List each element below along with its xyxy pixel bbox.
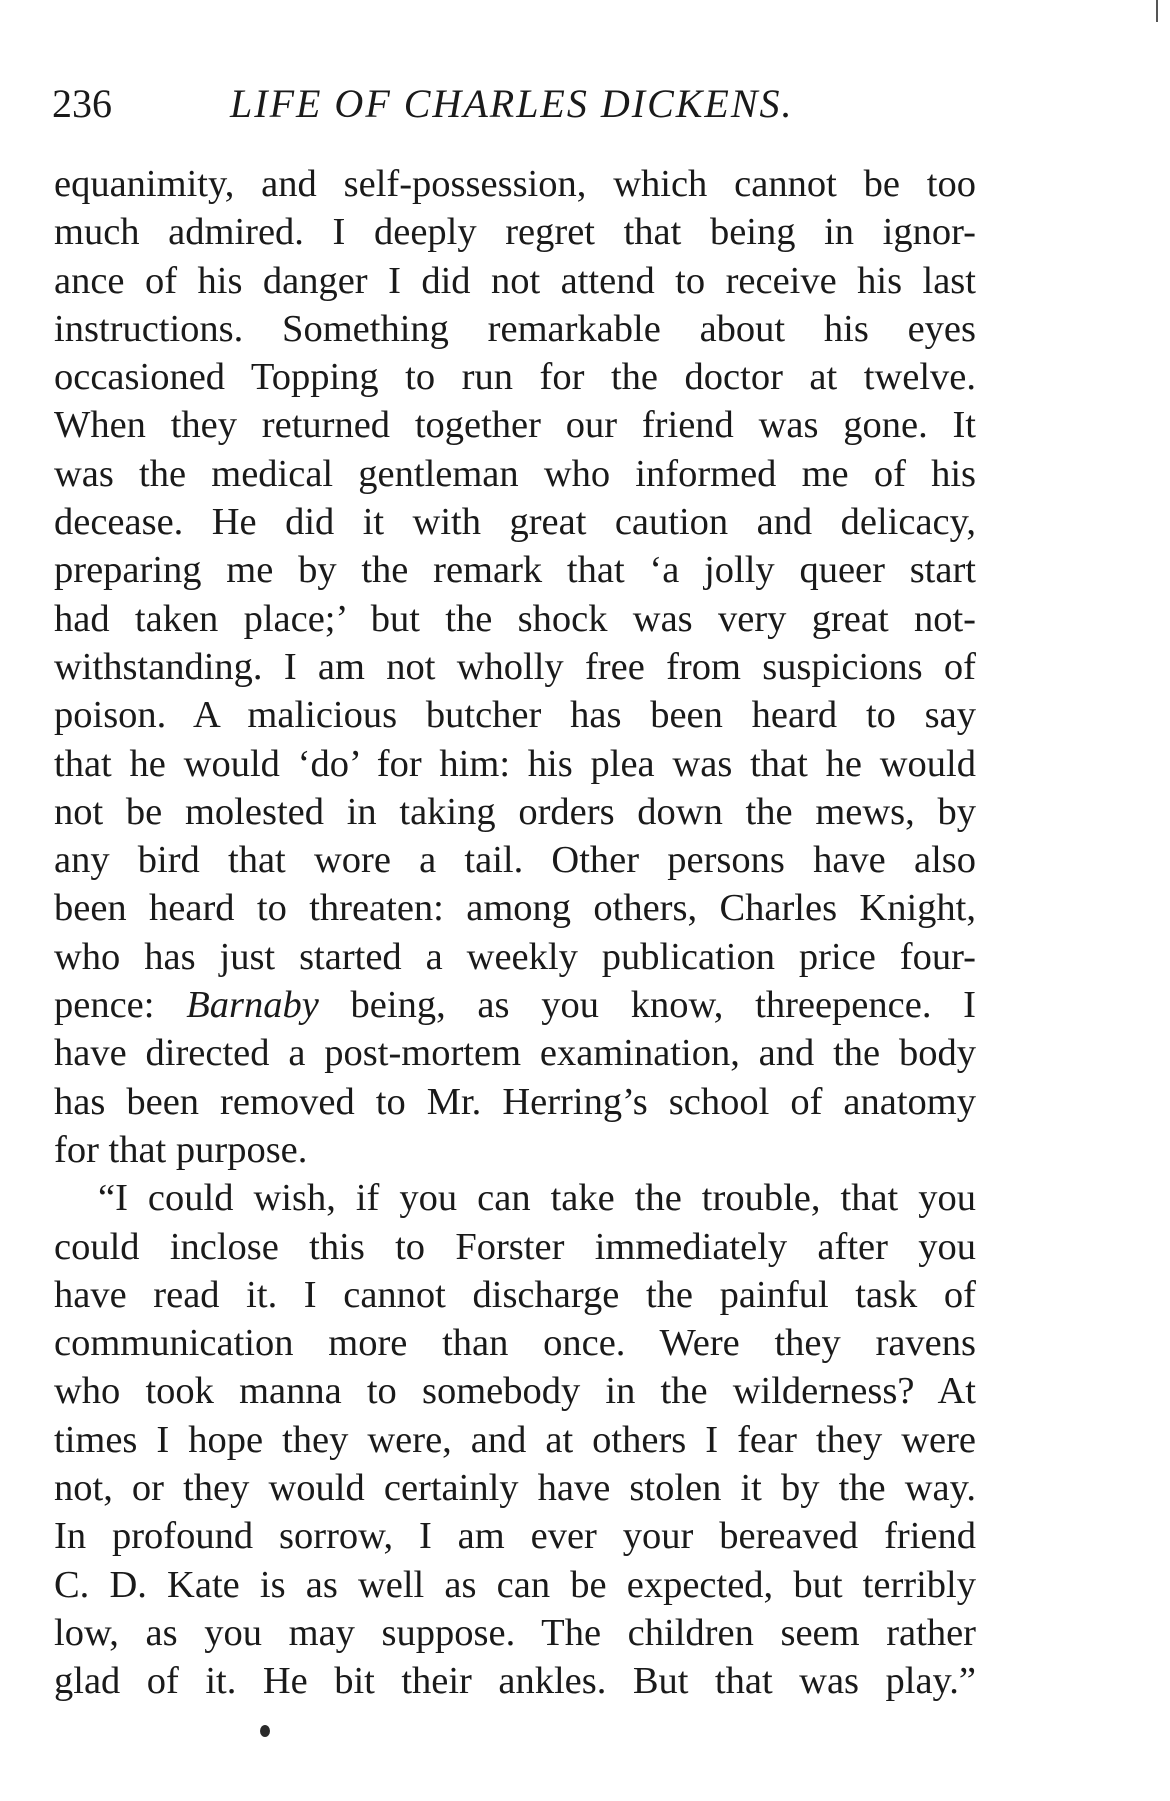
running-title: LIFE OF CHARLES DICKENS. (230, 81, 794, 126)
text-line: In profound sorrow, I am ever your bereaved friend (54, 1515, 976, 1558)
text-line-with-italic (54, 981, 976, 1029)
text-line: times I hope they were, and at others I fear they were (54, 1418, 976, 1461)
text-line: instructions. Something remarkable about his eyes (54, 307, 976, 350)
paragraph-2 (54, 1174, 976, 1705)
text-line: communication more than once. Were they ravens (54, 1322, 976, 1365)
text-line: When they returned together our friend was gone. It (54, 404, 976, 447)
text-line: decease. He did it with great caution and delicacy, (54, 501, 976, 544)
page-number: 236 (52, 81, 112, 126)
text-line: any bird that wore a tail. Other persons have also (54, 839, 976, 882)
text-line: much admired. I deeply regret that being in ignor- (54, 211, 976, 254)
text-line: occasioned Topping to run for the doctor at twelve. (54, 356, 976, 399)
text-line: has been removed to Mr. Herring’s school of anatomy (54, 1080, 976, 1123)
text-line: ance of his danger I did not attend to receive his last (54, 259, 976, 302)
page-header (52, 80, 982, 130)
text-line: who has just started a weekly publication price four- (54, 935, 976, 978)
text-line: poison. A malicious butcher has been heard to say (54, 694, 976, 737)
body-text (54, 160, 976, 1706)
text-line: equanimity, and self-possession, which cannot be too (54, 163, 976, 205)
text-line: not, or they would certainly have stolen it by the way. (54, 1467, 976, 1510)
text-line: preparing me by the remark that ‘a jolly queer start (54, 549, 976, 592)
text-line: was the medical gentleman who informed me of his (54, 452, 976, 495)
book-title-italic: Barnaby (186, 984, 319, 1027)
text-line: had taken place;’ but the shock was very great not- (54, 597, 976, 640)
margin-mark (1156, 0, 1158, 22)
text-line: low, as you may suppose. The children seem rather (54, 1611, 976, 1654)
text-line: glad of it. He bit their ankles. But that was play.” (54, 1660, 976, 1703)
text-line: C. D. Kate is as well as can be expected, but terribly (54, 1563, 976, 1606)
text-line: have read it. I cannot discharge the painful task of (54, 1273, 976, 1316)
text-line: not be molested in taking orders down the mews, by (54, 790, 976, 833)
text-line: could inclose this to Forster immediately after you (54, 1225, 976, 1268)
text-segment: pence: (54, 984, 187, 1027)
paragraph-1 (54, 160, 976, 1174)
text-line: withstanding. I am not wholly free from suspicions of (54, 645, 976, 688)
text-line: for that purpose. (54, 1128, 308, 1171)
ink-dot (260, 1725, 270, 1737)
text-line: “I could wish, if you can take the trouble, that you (98, 1177, 976, 1220)
text-segment: being, as you know, threepence. I (318, 984, 977, 1027)
text-line: who took manna to somebody in the wilderness? At (54, 1370, 976, 1413)
text-line: have directed a post-mortem examination, and the body (54, 1032, 976, 1075)
text-line: been heard to threaten: among others, Charles Knight, (54, 887, 976, 930)
text-line: that he would ‘do’ for him: his plea was that he would (54, 742, 976, 785)
